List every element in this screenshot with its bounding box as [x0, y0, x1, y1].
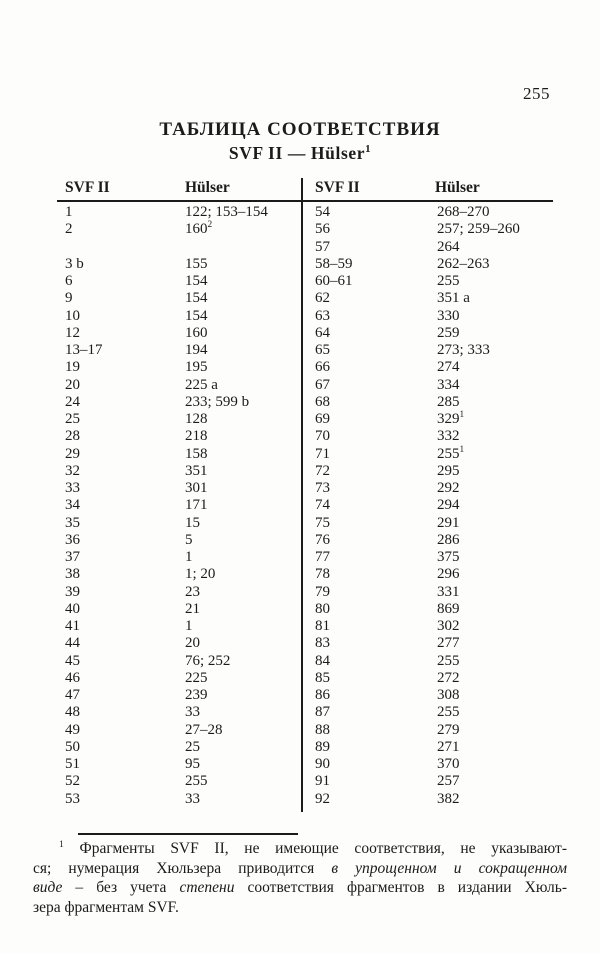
- svf-cell: 38: [65, 566, 80, 583]
- hulser-cell: 225 a: [185, 376, 218, 393]
- svf-cell: 52: [65, 773, 80, 790]
- table-row: [315, 635, 553, 652]
- table-row: [315, 239, 553, 256]
- table-row: [315, 704, 553, 721]
- hulser-cell: 332: [437, 428, 460, 445]
- hulser-cell: 1; 20: [185, 566, 216, 583]
- svf-cell: 2: [65, 221, 73, 238]
- svf-cell: 46: [65, 669, 80, 686]
- svf-cell: 29: [65, 445, 80, 462]
- hulser-cell: 233; 599 b: [185, 393, 250, 410]
- footnote-marker: 2: [207, 220, 213, 231]
- table-row: [65, 566, 301, 583]
- table-row: [315, 411, 553, 428]
- svf-cell: 78: [315, 566, 330, 583]
- svf-cell: 13–17: [65, 342, 103, 358]
- hulser-cell: 21: [185, 600, 200, 617]
- table-row: [65, 325, 301, 342]
- hulser-cell: 255: [437, 652, 460, 669]
- hulser-cell: 274: [437, 359, 460, 376]
- header-pane-left: [57, 176, 301, 200]
- svf-cell: 67: [315, 376, 330, 393]
- header-hulser-left: Hülser: [185, 179, 230, 196]
- svf-cell: 36: [65, 531, 80, 548]
- table-row: [315, 773, 553, 790]
- table-row: [315, 670, 553, 687]
- hulser-cell: $160^2$: [185, 220, 213, 238]
- hulser-cell: 351 a: [437, 290, 470, 307]
- svf-cell: 64: [315, 324, 330, 341]
- table-column-left: [57, 204, 301, 808]
- table-row: [65, 256, 301, 273]
- hulser-cell: $255^1$: [437, 444, 465, 462]
- hulser-cell: 375: [437, 549, 460, 565]
- svf-cell: 62: [315, 290, 330, 307]
- table-row: [65, 221, 301, 238]
- table-row: [315, 739, 553, 756]
- svf-cell: 91: [315, 773, 330, 790]
- svf-cell: 57: [315, 238, 330, 255]
- hulser-cell: 155: [185, 255, 208, 272]
- hulser-cell: 302: [437, 618, 460, 634]
- svf-cell: 90: [315, 756, 330, 772]
- table-row: [65, 653, 301, 670]
- table-row: [65, 446, 301, 463]
- svf-cell: 76: [315, 531, 330, 548]
- hulser-cell: 171: [185, 497, 208, 514]
- hulser-cell: 382: [437, 790, 460, 807]
- page-number: 255: [523, 84, 550, 103]
- hulser-cell: 1: [185, 549, 193, 565]
- table-row: [315, 428, 553, 445]
- hulser-cell: 1: [185, 618, 193, 634]
- svf-cell: 58–59: [315, 255, 353, 272]
- hulser-cell: 23: [185, 583, 200, 600]
- svf-cell: 63: [315, 307, 330, 324]
- hulser-cell: 285: [437, 393, 460, 410]
- svf-cell: 19: [65, 359, 80, 376]
- table-row: [315, 532, 553, 549]
- hulser-cell: 262–263: [437, 255, 490, 272]
- hulser-cell: 194: [185, 342, 208, 358]
- table-row: [315, 273, 553, 290]
- hulser-cell: 218: [185, 428, 208, 445]
- svf-cell: 77: [315, 549, 330, 565]
- footnote-text: Фрагменты SVF II, не имеющие соответствия, не указывают-: [63, 840, 567, 857]
- hulser-cell: 160: [185, 324, 208, 341]
- table-row: [315, 377, 553, 394]
- svf-cell: 45: [65, 652, 80, 669]
- footnote-marker: 1: [459, 410, 465, 420]
- page-title: ТАБЛИЦА СООТВЕТСТВИЯ: [159, 119, 441, 140]
- hulser-cell: [185, 239, 301, 256]
- hulser-cell: 154: [185, 290, 208, 307]
- svf-cell: 71: [315, 445, 330, 462]
- table-row: [65, 411, 301, 428]
- table-row: [315, 601, 553, 618]
- svf-cell: 47: [65, 687, 80, 703]
- table-row: [315, 308, 553, 325]
- table-row: [65, 497, 301, 514]
- hulser-cell: 271: [437, 738, 460, 755]
- svf-cell: 85: [315, 669, 330, 686]
- table-row: [65, 359, 301, 376]
- hulser-cell: 5: [185, 531, 193, 548]
- svf-cell: 81: [315, 618, 330, 634]
- correspondence-table: [57, 176, 553, 808]
- svf-cell: 72: [315, 462, 330, 479]
- svf-cell: 41: [65, 618, 80, 634]
- footnote-text: зера фрагментам SVF.: [33, 898, 179, 916]
- hulser-cell: 239: [185, 687, 208, 703]
- hulser-cell: 286: [437, 531, 460, 548]
- table-row: [65, 515, 301, 532]
- table-row: [65, 756, 301, 773]
- table-row: [65, 239, 301, 256]
- table-column-right: [301, 204, 553, 808]
- subtitle-text: SVF II — Hülser: [228, 143, 366, 163]
- svf-cell: 32: [65, 462, 80, 479]
- table-row: [65, 308, 301, 325]
- table-row: [315, 618, 553, 635]
- table-row: [65, 687, 301, 704]
- footnote-text: – без учета: [62, 879, 180, 897]
- svf-cell: 70: [315, 428, 330, 445]
- table-row: [65, 635, 301, 652]
- table-row: [65, 549, 301, 566]
- footnote-line: [33, 898, 567, 918]
- table-row: [65, 773, 301, 790]
- svf-cell: 39: [65, 583, 80, 600]
- hulser-cell: 33: [185, 790, 200, 807]
- table-row: [315, 290, 553, 307]
- svf-cell: 51: [65, 756, 80, 772]
- footnote-italic-text: виде: [33, 879, 63, 897]
- table-row: [315, 549, 553, 566]
- svf-cell: 87: [315, 704, 330, 721]
- table-row: [315, 756, 553, 773]
- header-pane-right: [301, 176, 553, 200]
- hulser-cell: 331: [437, 583, 460, 600]
- footnote-text: соответствия фрагментов в издании Хюль-: [234, 879, 567, 897]
- svf-cell: 6: [65, 273, 73, 289]
- table-row: [65, 394, 301, 411]
- table-row: [65, 584, 301, 601]
- svf-cell: 83: [315, 635, 330, 652]
- hulser-cell: 292: [437, 480, 460, 496]
- svf-cell: [65, 239, 185, 256]
- table-row: [65, 342, 301, 359]
- svf-cell: 33: [65, 480, 80, 496]
- hulser-cell: 330: [437, 307, 460, 324]
- footnote-text: ся; нумерация Хюльзера приводится: [33, 859, 332, 877]
- table-row: [315, 791, 553, 808]
- table-row: [65, 601, 301, 618]
- table-row: [65, 722, 301, 739]
- hulser-cell: 296: [437, 566, 460, 583]
- hulser-cell: 158: [185, 445, 208, 462]
- hulser-cell: 225: [185, 669, 208, 686]
- svf-cell: 3 b: [65, 255, 84, 272]
- hulser-cell: 154: [185, 273, 208, 289]
- hulser-cell: 154: [185, 307, 208, 324]
- hulser-cell: 334: [437, 376, 460, 393]
- table-row: [315, 359, 553, 376]
- table-row: [315, 446, 553, 463]
- table-row: [315, 480, 553, 497]
- table-row: [315, 463, 553, 480]
- svf-cell: 44: [65, 635, 80, 652]
- svf-cell: 20: [65, 376, 80, 393]
- hulser-cell: 128: [185, 411, 208, 427]
- hulser-cell: 308: [437, 687, 460, 703]
- hulser-cell: 295: [437, 462, 460, 479]
- svf-cell: 34: [65, 497, 80, 514]
- table-row: [65, 532, 301, 549]
- table-row: [315, 325, 553, 342]
- svf-cell: 1: [65, 204, 73, 220]
- svf-cell: 88: [315, 721, 330, 738]
- table-row: [65, 428, 301, 445]
- svf-cell: 25: [65, 411, 80, 427]
- hulser-cell: 20: [185, 635, 200, 652]
- svf-cell: 80: [315, 600, 330, 617]
- header-svf-right: SVF II: [315, 179, 360, 196]
- svf-cell: 73: [315, 480, 330, 496]
- svf-cell: 37: [65, 549, 80, 565]
- hulser-cell: 291: [437, 514, 460, 531]
- column-divider: [301, 178, 303, 812]
- hulser-cell: 195: [185, 359, 208, 376]
- table-row: [65, 480, 301, 497]
- svf-cell: 48: [65, 704, 80, 721]
- svf-cell: 60–61: [315, 273, 353, 289]
- svf-cell: 49: [65, 721, 80, 738]
- table-row: [315, 584, 553, 601]
- svf-cell: 53: [65, 790, 80, 807]
- hulser-cell: 255: [437, 273, 460, 289]
- hulser-cell: 370: [437, 756, 460, 772]
- svf-cell: 12: [65, 324, 80, 341]
- hulser-cell: 279: [437, 721, 460, 738]
- footnote-italic-text: степени: [179, 879, 235, 897]
- footnote-line: [33, 878, 567, 898]
- table-row: [315, 497, 553, 514]
- header-svf-left: SVF II: [65, 179, 110, 196]
- svf-cell: 92: [315, 790, 330, 807]
- svf-cell: 28: [65, 428, 80, 445]
- table-row: [65, 739, 301, 756]
- svf-cell: 86: [315, 687, 330, 703]
- svf-cell: 69: [315, 411, 330, 427]
- footnote-italic-text: в упрощенном и сокращенном: [331, 859, 567, 877]
- table-row: [65, 704, 301, 721]
- table-header-row: [57, 176, 553, 202]
- svf-cell: 10: [65, 307, 80, 324]
- hulser-cell: 257; 259–260: [437, 221, 520, 238]
- svf-cell: 9: [65, 290, 73, 307]
- hulser-cell: 264: [437, 238, 460, 255]
- footnote-marker: 1: [459, 444, 465, 455]
- hulser-cell: $329^1$: [437, 410, 465, 427]
- svf-cell: 56: [315, 221, 330, 238]
- hulser-cell: 259: [437, 324, 460, 341]
- svf-cell: 40: [65, 600, 80, 617]
- svf-cell: 79: [315, 583, 330, 600]
- hulser-cell: 122; 153–154: [185, 204, 268, 220]
- hulser-cell: 268–270: [437, 204, 490, 220]
- hulser-cell: 27–28: [185, 721, 223, 738]
- hulser-cell: 15: [185, 514, 200, 531]
- table-row: [65, 791, 301, 808]
- table-row: [315, 342, 553, 359]
- hulser-cell: 76; 252: [185, 652, 231, 669]
- subtitle-footnote-marker: 1: [365, 143, 372, 156]
- svf-cell: 89: [315, 738, 330, 755]
- svf-cell: 75: [315, 514, 330, 531]
- svf-cell: 84: [315, 652, 330, 669]
- svf-cell: 68: [315, 393, 330, 410]
- svf-cell: 35: [65, 514, 80, 531]
- hulser-cell: 33: [185, 704, 200, 721]
- table-row: [315, 687, 553, 704]
- hulser-cell: 272: [437, 669, 460, 686]
- footnote: [33, 839, 567, 917]
- table-row: [315, 722, 553, 739]
- hulser-cell: 273; 333: [437, 342, 490, 358]
- table-row: [65, 670, 301, 687]
- footnote-separator: [78, 833, 298, 835]
- hulser-cell: 255: [437, 704, 460, 721]
- hulser-cell: 351: [185, 462, 208, 479]
- svf-cell: 24: [65, 393, 80, 410]
- table-row: [65, 618, 301, 635]
- footnote-line: [33, 859, 567, 879]
- hulser-cell: 95: [185, 756, 200, 772]
- hulser-cell: 301: [185, 480, 208, 496]
- footnote-line: [33, 839, 567, 859]
- table-row: [315, 394, 553, 411]
- footnote-marker: 1: [59, 838, 64, 850]
- table-row: [315, 256, 553, 273]
- hulser-cell: 25: [185, 738, 200, 755]
- table-body: [57, 202, 553, 808]
- table-row: [65, 463, 301, 480]
- table-row: [315, 566, 553, 583]
- svf-cell: 65: [315, 342, 330, 358]
- hulser-cell: 277: [437, 635, 460, 652]
- svf-cell: 66: [315, 359, 330, 376]
- table-row: [65, 290, 301, 307]
- table-row: [65, 377, 301, 394]
- hulser-cell: 869: [437, 600, 460, 617]
- hulser-cell: 294: [437, 497, 460, 514]
- table-row: [315, 204, 553, 221]
- table-row: [315, 653, 553, 670]
- svf-cell: 54: [315, 204, 330, 220]
- hulser-cell: 257: [437, 773, 460, 790]
- hulser-cell: 255: [185, 773, 208, 790]
- svf-cell: 50: [65, 738, 80, 755]
- table-row: [65, 204, 301, 221]
- page-subtitle: [0, 143, 600, 164]
- svf-cell: 74: [315, 497, 330, 514]
- table-row: [315, 515, 553, 532]
- header-hulser-right: Hülser: [435, 179, 480, 196]
- table-row: [65, 273, 301, 290]
- table-row: [315, 221, 553, 238]
